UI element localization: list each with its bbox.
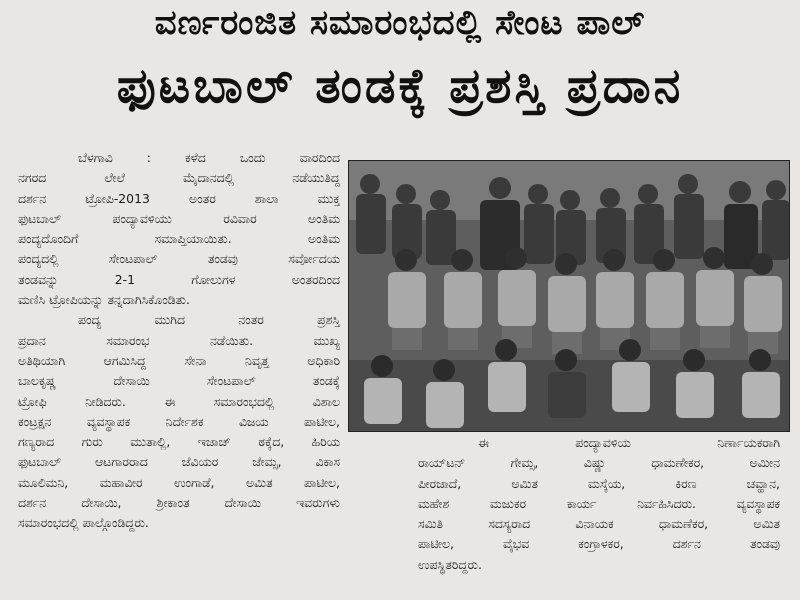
article-line: ಮಣಿಸಿ ಟ್ರೋಪಿಯನ್ನು ತನ್ನದಾಗಿಸಿಕೊಂಡಿತು. bbox=[18, 292, 190, 308]
article-line: ಸಮಿತಿ ಸದಸ್ಯರಾದ ವಿನಾಯಕ ಧಾಮಣೆಕರ, ಅಮಿತ bbox=[418, 516, 780, 532]
article-line: ಪಂದ್ಯದಲ್ಲಿ ಸೇಂಟಪಾಲ್ ತಂಡವು ಸರ್ವೋದಯ bbox=[18, 251, 340, 267]
article-left-column bbox=[18, 148, 340, 534]
article-line: ಪಂದ್ಯ ಮುಗಿದ ನಂತರ ಪ್ರಶಸ್ತಿ bbox=[78, 312, 340, 328]
article-line: ಉಪಸ್ಥಿತರಿದ್ದರು. bbox=[418, 556, 482, 572]
article-line: ಕಂಟ್ರಕ್ಷನ ವ್ಯವಸ್ಥಾಪಕ ನಿರ್ದೇಶಕ ವಿಜಯ ಪಾಟೀಲ, bbox=[18, 413, 340, 429]
article-line: ನಗರದ ಲೇಲೆ ಮೈದಾನದಲ್ಲಿ ನಡೆಯುತಿದ್ದ bbox=[18, 170, 340, 186]
article-line: ತಂಡವನ್ನು 2-1 ಗೋಲುಗಳ ಅಂತರದಿಂದ bbox=[18, 271, 340, 287]
article-line: ಮಹೇಶ ಮಜುಕರ ಕಾರ್ಯ ನಿರ್ವಹಿಸಿದರು. ವ್ಯವಸ್ಥಾಪಕ bbox=[418, 495, 780, 511]
article-line: ಟ್ರೋಫಿ ನೀಡಿದರು. ಈ ಸಮಾರಂಭದಲ್ಲಿ ವಿಶಾಲ bbox=[18, 393, 340, 409]
article-line: ಫುಟಬಾಲ್ ಆಟಗಾರರಾದ ಜೆವಿಯರ ಜೇಮ್ಸ, ವಿಕಾಸ bbox=[18, 454, 340, 470]
article-line: ಫುಟಬಾಲ್ ಪಂದ್ಯಾವಳಿಯು ರವಿವಾರ ಅಂತಿಮ bbox=[18, 210, 340, 226]
article-line: ಪಾಟೀಲ, ವೈಭವ ಕಂಗ್ರಾಳಕರ, ದರ್ಶನ ತಂಡವು bbox=[418, 536, 780, 552]
article-line: ರಾಯ್‌ಟನ್ ಗೇಮ್ಸ, ವಿಷ್ಣು ಧಾಮಣೇಕರ, ಅಮೀನ bbox=[418, 455, 780, 471]
article-line: ಬೆಳಗಾವಿ : ಕಳೆದ ಒಂದು ವಾರದಿಂದ bbox=[78, 150, 340, 165]
article-line: ಪ್ರದಾನ ಸಮಾರಂಭ ನಡೆಯಿತು. ಮುಖ್ಯ bbox=[18, 332, 340, 348]
article-line: ಮೂಲಿಮನಿ, ಮಹಾವೀರ ಉಂಗಾಡೆ, ಅಮಿತ ಪಾಟೀಲ, bbox=[18, 474, 340, 490]
article-line: ಈ ಪಂದ್ಯಾವಳಿಯ ನಿರ್ಣಾಯಕರಾಗಿ bbox=[478, 435, 780, 450]
article-line: ಪೀರಜಾದೆ, ಅಮಿತ ಮಸ್ಕೆಯ, ಕಿರಣ ಚವ್ಹಾನ, bbox=[418, 475, 780, 491]
article-line: ದರ್ಶನ ದೇಸಾಯಿ, ಶ್ರೀಕಾಂತ ದೇಸಾಯಿ ಇವರುಗಳು bbox=[18, 495, 340, 511]
article-line: ಪಂದ್ಯದೊಂದಿಗೆ ಸಮಾಪ್ತಿಯಾಯಿತು. ಅಂತಿಮ bbox=[18, 231, 340, 247]
article-line: ಸಮಾರಂಭದಲ್ಲಿ ಪಾಲ್ಗೊಂಡಿದ್ದರು. bbox=[18, 515, 149, 531]
headline-line-1: ವರ್ಣರಂಜಿತ ಸಮಾರಂಭದಲ್ಲಿ ಸೇಂಟ ಪಾಲ್ bbox=[154, 3, 646, 43]
article-right-column bbox=[418, 433, 780, 575]
article-line: ದರ್ಶನ ಟ್ರೋಪಿ-2013 ಅಂತರ ಶಾಲಾ ಮುಕ್ತ bbox=[18, 190, 340, 206]
headline-line-2: ಫುಟಬಾಲ್ ತಂಡಕ್ಕೆ ಪ್ರಶಸ್ತಿ ಪ್ರದಾನ bbox=[116, 58, 684, 114]
article-line: ಬಾಲಕೃಷ್ಣ ದೇಸಾಯಿ ಸೇಂಟಪಾಲ್ ತಂಡಕ್ಕೆ bbox=[18, 373, 340, 389]
article-line: ಗಣ್ಯರಾದ ಗುರು ಮುತಾಲ್ಲಿ, ಇಜಾಜ್ ಠಕ್ಕೆದ, ಹಿರಿಯ bbox=[18, 434, 340, 450]
article-line: ಅತಿಥಿಯಾಗಿ ಆಗಮಿಸಿದ್ದ ಸೇನಾ ನಿವೃತ್ತ ಅಧಿಕಾರಿ bbox=[18, 352, 340, 368]
team-photo bbox=[348, 160, 790, 432]
